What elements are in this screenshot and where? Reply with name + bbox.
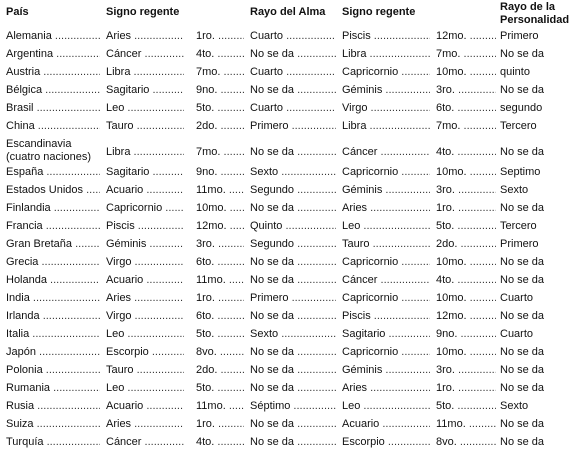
cell-rayo-personalidad: No se da <box>500 436 545 448</box>
cell-rayo-alma: Segundo ..... <box>250 238 336 251</box>
table-row <box>0 202 570 220</box>
cell-pais: Irlanda ..... <box>6 310 100 323</box>
cell-num-1: 8vo. ..... <box>196 346 244 359</box>
cell-num-2: 9no. ..... <box>436 328 496 341</box>
cell-rayo-personalidad: Tercero <box>500 220 537 232</box>
table-row <box>0 84 570 102</box>
cell-signo-regente-1: Géminis ..... <box>106 238 184 251</box>
cell-num-2: 12mo. ..... <box>436 30 496 43</box>
cell-pais: Rumania ..... <box>6 382 100 395</box>
cell-pais: Italia ..... <box>6 328 100 341</box>
cell-num-1: 9no. ..... <box>196 166 244 179</box>
cell-num-2: 1ro. ..... <box>436 382 496 395</box>
cell-signo-regente-1: Sagitario ..... <box>106 166 184 179</box>
cell-signo-regente-1: Escorpio ..... <box>106 346 184 359</box>
cell-rayo-alma: No se da ..... <box>250 346 336 359</box>
cell-signo-regente-2: Cáncer ..... <box>342 146 430 159</box>
table-row <box>0 382 570 400</box>
table-row <box>0 220 570 238</box>
cell-rayo-personalidad: No se da <box>500 202 545 214</box>
cell-num-1: 11mo. ..... <box>196 184 244 197</box>
cell-num-2: 3ro. ..... <box>436 184 496 197</box>
cell-signo-regente-1: Cáncer ..... <box>106 436 184 449</box>
cell-pais: India ..... <box>6 292 100 305</box>
cell-rayo-personalidad: No se da <box>500 418 545 430</box>
cell-signo-regente-1: Virgo ..... <box>106 256 184 269</box>
cell-signo-regente-2: Cáncer ..... <box>342 274 430 287</box>
cell-pais: Estados Unidos ..... <box>6 184 100 197</box>
table-row <box>0 48 570 66</box>
cell-signo-regente-2: Capricornio ..... <box>342 166 430 179</box>
cell-num-2: 4to. ..... <box>436 274 496 287</box>
cell-signo-regente-2: Piscis ..... <box>342 310 430 323</box>
cell-signo-regente-2: Aries ..... <box>342 382 430 395</box>
cell-signo-regente-1: Acuario ..... <box>106 274 184 287</box>
cell-num-2: 3ro. ..... <box>436 84 496 97</box>
cell-num-1: 5to. ..... <box>196 328 244 341</box>
cell-num-1: 12mo. ..... <box>196 220 244 233</box>
cell-rayo-personalidad: Primero <box>500 238 539 250</box>
cell-signo-regente-2: Aries ..... <box>342 202 430 215</box>
cell-num-1: 1ro. ..... <box>196 418 244 431</box>
cell-rayo-alma: No se da ..... <box>250 382 336 395</box>
cell-rayo-alma: Cuarto ..... <box>250 66 336 79</box>
cell-rayo-alma: Cuarto ..... <box>250 102 336 115</box>
cell-num-1: 6to. ..... <box>196 310 244 323</box>
cell-rayo-personalidad: No se da <box>500 146 545 158</box>
cell-num-2: 5to. ..... <box>436 220 496 233</box>
cell-pais: Argentina ..... <box>6 48 100 61</box>
cell-rayo-alma: No se da ..... <box>250 436 336 449</box>
header-rayo-de-la-personalidad: Rayo de la Personalidad <box>500 1 570 26</box>
cell-rayo-personalidad: No se da <box>500 346 545 358</box>
cell-num-2: 1ro. ..... <box>436 202 496 215</box>
cell-signo-regente-2: Géminis ..... <box>342 84 430 97</box>
cell-rayo-personalidad: Sexto <box>500 400 529 412</box>
cell-rayo-alma: No se da ..... <box>250 310 336 323</box>
cell-signo-regente-1: Cáncer ..... <box>106 48 184 61</box>
cell-rayo-alma: Séptimo ..... <box>250 400 336 413</box>
cell-num-2: 7mo. ..... <box>436 120 496 133</box>
cell-rayo-personalidad: No se da <box>500 310 545 322</box>
table-row <box>0 328 570 346</box>
cell-num-2: 5to. ..... <box>436 400 496 413</box>
header-signo-regente-1: Signo regente <box>106 6 180 18</box>
cell-num-1: 7mo. ..... <box>196 146 244 159</box>
header-signo-regente-2: Signo regente <box>342 6 416 18</box>
cell-num-2: 11mo. ..... <box>436 418 496 431</box>
cell-rayo-alma: No se da ..... <box>250 418 336 431</box>
cell-rayo-alma: No se da ..... <box>250 84 336 97</box>
cell-signo-regente-1: Acuario ..... <box>106 184 184 197</box>
cell-num-2: 3ro. ..... <box>436 364 496 377</box>
cell-signo-regente-2: Capricornio ..... <box>342 256 430 269</box>
cell-signo-regente-2: Tauro ..... <box>342 238 430 251</box>
table-row <box>0 102 570 120</box>
cell-rayo-personalidad: Cuarto <box>500 292 534 304</box>
cell-num-2: 7mo. ..... <box>436 48 496 61</box>
cell-num-1: 5to. ..... <box>196 382 244 395</box>
cell-signo-regente-1: Leo ..... <box>106 328 184 341</box>
table-row <box>0 30 570 48</box>
cell-signo-regente-1: Libra ..... <box>106 66 184 79</box>
cell-signo-regente-2: Sagitario ..... <box>342 328 430 341</box>
cell-pais: Grecia ..... <box>6 256 100 269</box>
table-row <box>0 138 570 163</box>
cell-num-1: 1ro. ..... <box>196 292 244 305</box>
table-row <box>0 66 570 84</box>
cell-pais: Japón ..... <box>6 346 100 359</box>
header-pais: País <box>6 6 29 18</box>
cell-rayo-personalidad: No se da <box>500 256 545 268</box>
cell-pais: Finlandia ..... <box>6 202 100 215</box>
cell-num-2: 12mo. ..... <box>436 310 496 323</box>
cell-num-2: 10mo. ..... <box>436 66 496 79</box>
cell-signo-regente-1: Leo ..... <box>106 102 184 115</box>
cell-pais: Gran Bretaña ..... <box>6 238 100 251</box>
cell-signo-regente-2: Capricornio ..... <box>342 66 430 79</box>
cell-signo-regente-1: Tauro ..... <box>106 120 184 133</box>
cell-rayo-alma: Cuarto ..... <box>250 30 336 43</box>
table-row <box>0 120 570 138</box>
cell-signo-regente-2: Libra ..... <box>342 48 430 61</box>
cell-pais: Bélgica ..... <box>6 84 100 97</box>
cell-rayo-personalidad: segundo <box>500 102 543 114</box>
cell-num-1: 11mo. ..... <box>196 400 244 413</box>
cell-rayo-alma: Sexto ..... <box>250 328 336 341</box>
cell-signo-regente-1: Virgo ..... <box>106 310 184 323</box>
cell-rayo-alma: No se da ..... <box>250 256 336 269</box>
cell-pais: Alemania ..... <box>6 30 100 43</box>
table-row <box>0 256 570 274</box>
cell-num-1: 10mo. ..... <box>196 202 244 215</box>
cell-pais: Holanda ..... <box>6 274 100 287</box>
cell-rayo-personalidad: No se da <box>500 382 545 394</box>
cell-num-1: 2do. ..... <box>196 364 244 377</box>
cell-num-2: 6to. ..... <box>436 102 496 115</box>
cell-pais: Rusia ..... <box>6 400 100 413</box>
cell-signo-regente-2: Capricornio ..... <box>342 346 430 359</box>
header-rayo-del-alma: Rayo del Alma <box>250 6 326 18</box>
cell-rayo-personalidad: Primero <box>500 30 539 42</box>
cell-rayo-personalidad: quinto <box>500 66 530 78</box>
cell-signo-regente-1: Aries ..... <box>106 292 184 305</box>
cell-num-1: 7mo. ..... <box>196 66 244 79</box>
cell-signo-regente-1: Libra ..... <box>106 146 184 159</box>
cell-rayo-personalidad: Cuarto <box>500 328 534 340</box>
cell-num-2: 4to. ..... <box>436 146 496 159</box>
cell-signo-regente-1: Tauro ..... <box>106 364 184 377</box>
cell-pais: España ..... <box>6 166 100 179</box>
cell-num-2: 10mo. ..... <box>436 346 496 359</box>
table-row <box>0 238 570 256</box>
table-row <box>0 418 570 436</box>
cell-signo-regente-2: Géminis ..... <box>342 184 430 197</box>
cell-rayo-alma: Sexto ..... <box>250 166 336 179</box>
cell-signo-regente-2: Acuario ..... <box>342 418 430 431</box>
cell-rayo-alma: Quinto ..... <box>250 220 336 233</box>
cell-pais: Turquía ..... <box>6 436 100 449</box>
cell-num-1: 4to. ..... <box>196 436 244 449</box>
cell-rayo-alma: No se da ..... <box>250 364 336 377</box>
table-row <box>0 436 570 454</box>
cell-signo-regente-2: Leo ..... <box>342 400 430 413</box>
cell-num-2: 10mo. ..... <box>436 292 496 305</box>
table-row <box>0 364 570 382</box>
table-row <box>0 166 570 184</box>
cell-rayo-personalidad: No se da <box>500 48 545 60</box>
table-row <box>0 274 570 292</box>
cell-signo-regente-2: Libra ..... <box>342 120 430 133</box>
cell-pais: Austria ..... <box>6 66 100 79</box>
cell-rayo-personalidad: No se da <box>500 364 545 376</box>
cell-num-1: 9no. ..... <box>196 84 244 97</box>
cell-pais: Francia ..... <box>6 220 100 233</box>
cell-signo-regente-2: Leo ..... <box>342 220 430 233</box>
cell-signo-regente-2: Piscis ..... <box>342 30 430 43</box>
table-row <box>0 346 570 364</box>
cell-pais: Brasil ..... <box>6 102 100 115</box>
cell-num-1: 2do. ..... <box>196 120 244 133</box>
cell-rayo-alma: No se da ..... <box>250 202 336 215</box>
cell-rayo-alma: No se da ..... <box>250 274 336 287</box>
cell-num-1: 4to. ..... <box>196 48 244 61</box>
cell-num-2: 10mo. ..... <box>436 166 496 179</box>
cell-rayo-personalidad: No se da <box>500 274 545 286</box>
cell-rayo-alma: Segundo ..... <box>250 184 336 197</box>
table-row <box>0 184 570 202</box>
cell-num-1: 6to. ..... <box>196 256 244 269</box>
table-row <box>0 310 570 328</box>
cell-num-2: 10mo. ..... <box>436 256 496 269</box>
cell-num-2: 2do. ..... <box>436 238 496 251</box>
cell-num-1: 5to. ..... <box>196 102 244 115</box>
cell-signo-regente-2: Escorpio ..... <box>342 436 430 449</box>
table-row <box>0 400 570 418</box>
cell-signo-regente-1: Leo ..... <box>106 382 184 395</box>
cell-signo-regente-2: Virgo ..... <box>342 102 430 115</box>
cell-signo-regente-1: Capricornio ..... <box>106 202 184 215</box>
cell-signo-regente-1: Aries ..... <box>106 418 184 431</box>
cell-pais: Suiza ..... <box>6 418 100 431</box>
cell-num-1: 1ro. ..... <box>196 30 244 43</box>
table-row <box>0 292 570 310</box>
cell-pais: China ..... <box>6 120 100 133</box>
cell-rayo-personalidad: No se da <box>500 84 545 96</box>
cell-signo-regente-1: Acuario ..... <box>106 400 184 413</box>
cell-rayo-personalidad: Tercero <box>500 120 537 132</box>
cell-num-1: 11mo. ..... <box>196 274 244 287</box>
cell-num-2: 8vo. ..... <box>436 436 496 449</box>
cell-rayo-personalidad: Septimo <box>500 166 541 178</box>
cell-rayo-alma: No se da ..... <box>250 48 336 61</box>
cell-signo-regente-1: Piscis ..... <box>106 220 184 233</box>
cell-signo-regente-2: Géminis ..... <box>342 364 430 377</box>
cell-num-1: 3ro. ..... <box>196 238 244 251</box>
cell-signo-regente-1: Sagitario ..... <box>106 84 184 97</box>
cell-rayo-alma: No se da ..... <box>250 146 336 159</box>
cell-signo-regente-1: Aries ..... <box>106 30 184 43</box>
cell-rayo-alma: Primero ..... <box>250 292 336 305</box>
cell-rayo-personalidad: Sexto <box>500 184 529 196</box>
cell-pais: Polonia ..... <box>6 364 100 377</box>
cell-rayo-alma: Primero ..... <box>250 120 336 133</box>
cell-signo-regente-2: Capricornio ..... <box>342 292 430 305</box>
cell-pais: Escandinavia (cuatro naciones) <box>6 138 91 163</box>
